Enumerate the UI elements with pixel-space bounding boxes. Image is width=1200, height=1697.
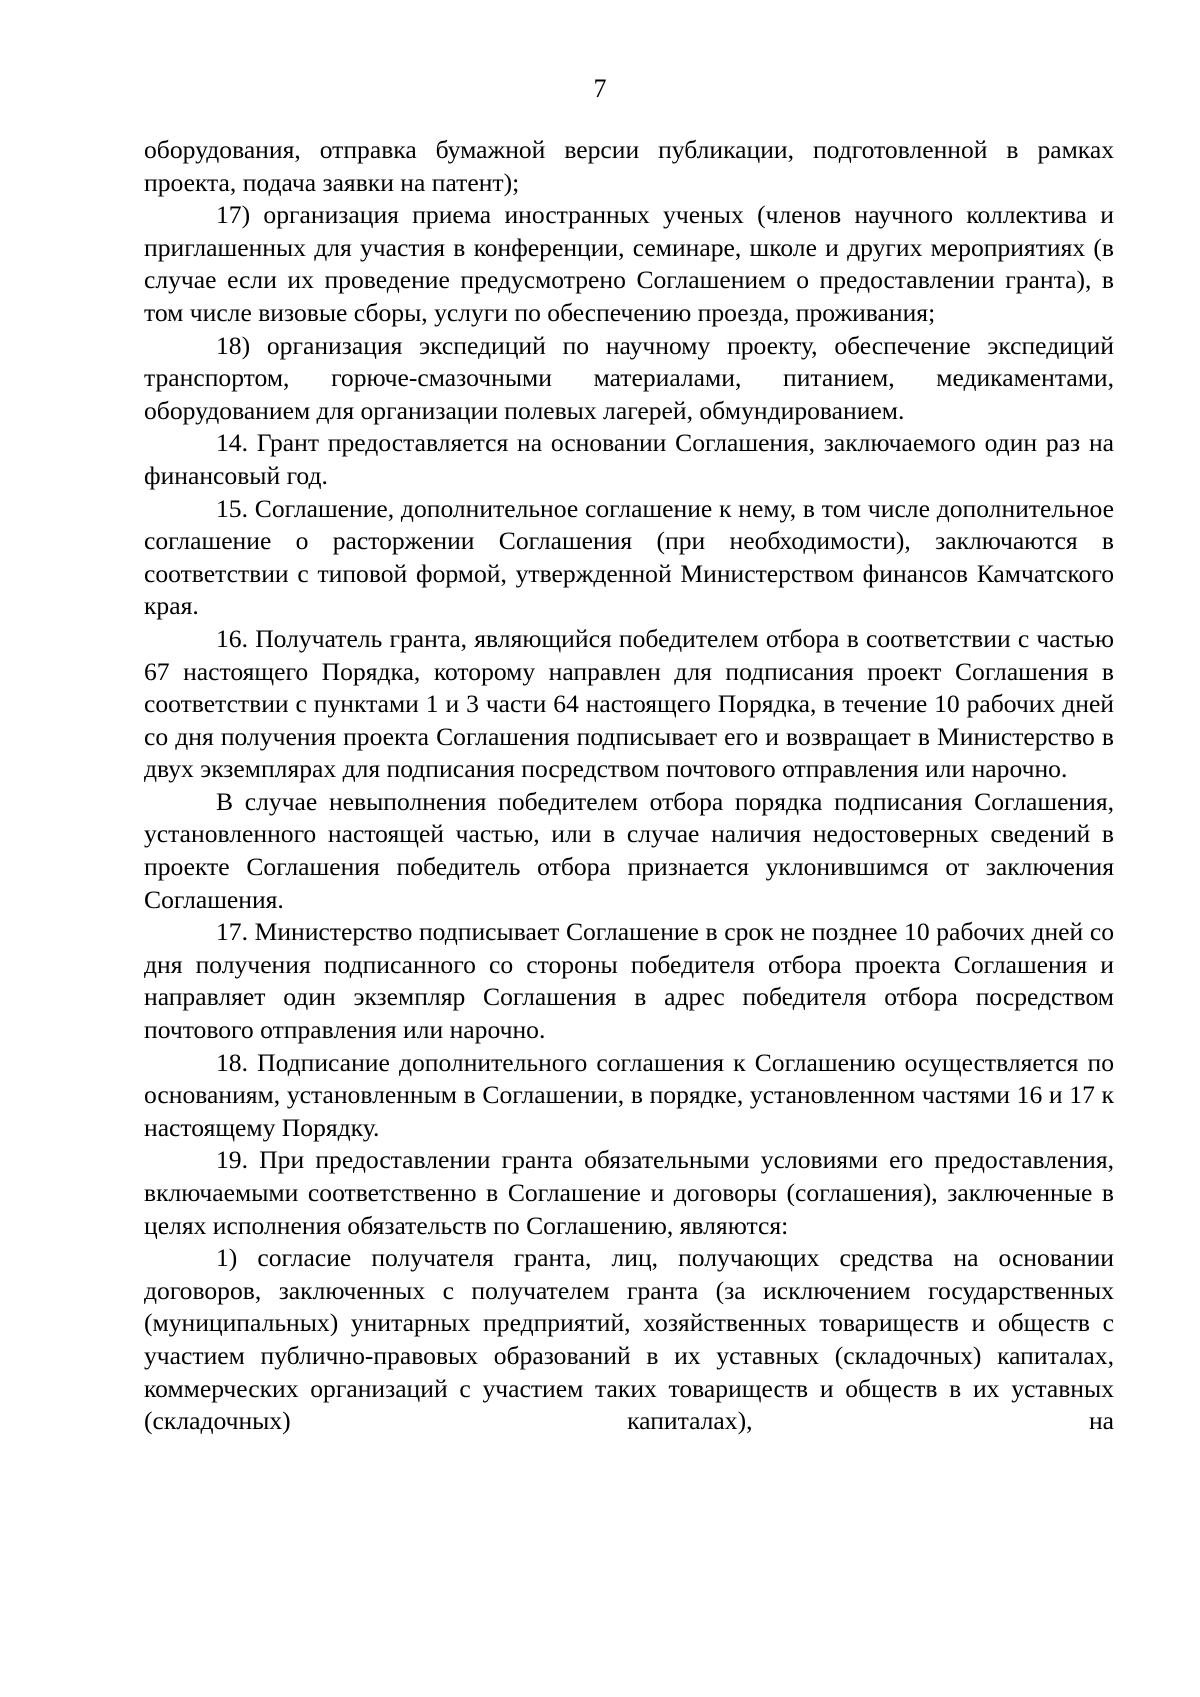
paragraph-part-15: 15. Соглашение, дополнительное соглашение к нему, в том числе дополнительное соглашение о расторжении Соглашения (при необходимости), заключаются в соответствии с типовой формой, утвержденной Министерством финансов Камчатского края. — [144, 493, 1114, 621]
page-number: 7 — [593, 74, 607, 103]
paragraph-part-17: 17. Министерство подписывает Соглашение в срок не позднее 10 рабочих дней со дня получения подписанного со стороны победителя отбора проекта Соглашения и направляет один экземпляр Соглашения в адрес победителя отбора посредством почтового отправления или нарочно. — [144, 917, 1114, 1045]
paragraph-part-16: 16. Получатель гранта, являющийся победителем отбора в соответствии с частью 67 настоящего Порядка, которому направлен для подписания проект Соглашения в соответствии с пунктами 1 и 3 части 64 настоящего Порядка, в течение 10 рабочих дней со дня получения проекта Соглашения подписывает его и возвращает в Министерство в двух экземплярах для подписания посредством почтового отправления или нарочно. — [144, 623, 1114, 784]
paragraph-part-19-item-1: 1) согласие получателя гранта, лиц, получающих средства на основании договоров, заключенных с получателем гранта (за исключением государственных (муниципальных) унитарных предприятий, хозяйственных товариществ и обществ с участием публично-правовых образований в их уставных (складочных) капиталах, коммерческих организаций с участием таких товариществ и обществ в их уставных (складочных) капиталах), на — [144, 1243, 1114, 1436]
paragraph-part-14: 14. Грант предоставляется на основании Соглашения, заключаемого один раз на финансовый год. — [144, 428, 1114, 490]
paragraph-item-18: 18) организация экспедиций по научному проекту, обеспечение экспедиций транспортом, горюче-смазочными материалами, питанием, медикаментами, оборудованием для организации полевых лагерей, обмундированием. — [144, 330, 1114, 425]
paragraph-part-18: 18. Подписание дополнительного соглашения к Соглашению осуществляется по основаниям, установленным в Соглашении, в порядке, установленном частями 16 и 17 к настоящему Порядку. — [144, 1047, 1114, 1142]
document-body — [144, 134, 1114, 1438]
paragraph-continuation: оборудования, отправка бумажной версии публикации, подготовленной в рамках проекта, подача заявки на патент); — [144, 135, 1114, 197]
paragraph-part-19: 19. При предоставлении гранта обязательными условиями его предоставления, включаемыми соответственно в Соглашение и договоры (соглашения), заключенные в целях исполнения обязательств по Соглашению, являются: — [144, 1145, 1114, 1240]
paragraph-part-16-case: В случае невыполнения победителем отбора порядка подписания Соглашения, установленного настоящей частью, или в случае наличия недостоверных сведений в проекте Соглашения победитель отбора признается уклонившимся от заключения Соглашения. — [144, 786, 1114, 914]
paragraph-item-17: 17) организация приема иностранных ученых (членов научного коллектива и приглашенных для участия в конференции, семинаре, школе и других мероприятиях (в случае если их проведение предусмотрено Соглашением о предоставлении гранта), в том числе визовые сборы, услуги по обеспечению проезда, проживания; — [144, 200, 1114, 327]
